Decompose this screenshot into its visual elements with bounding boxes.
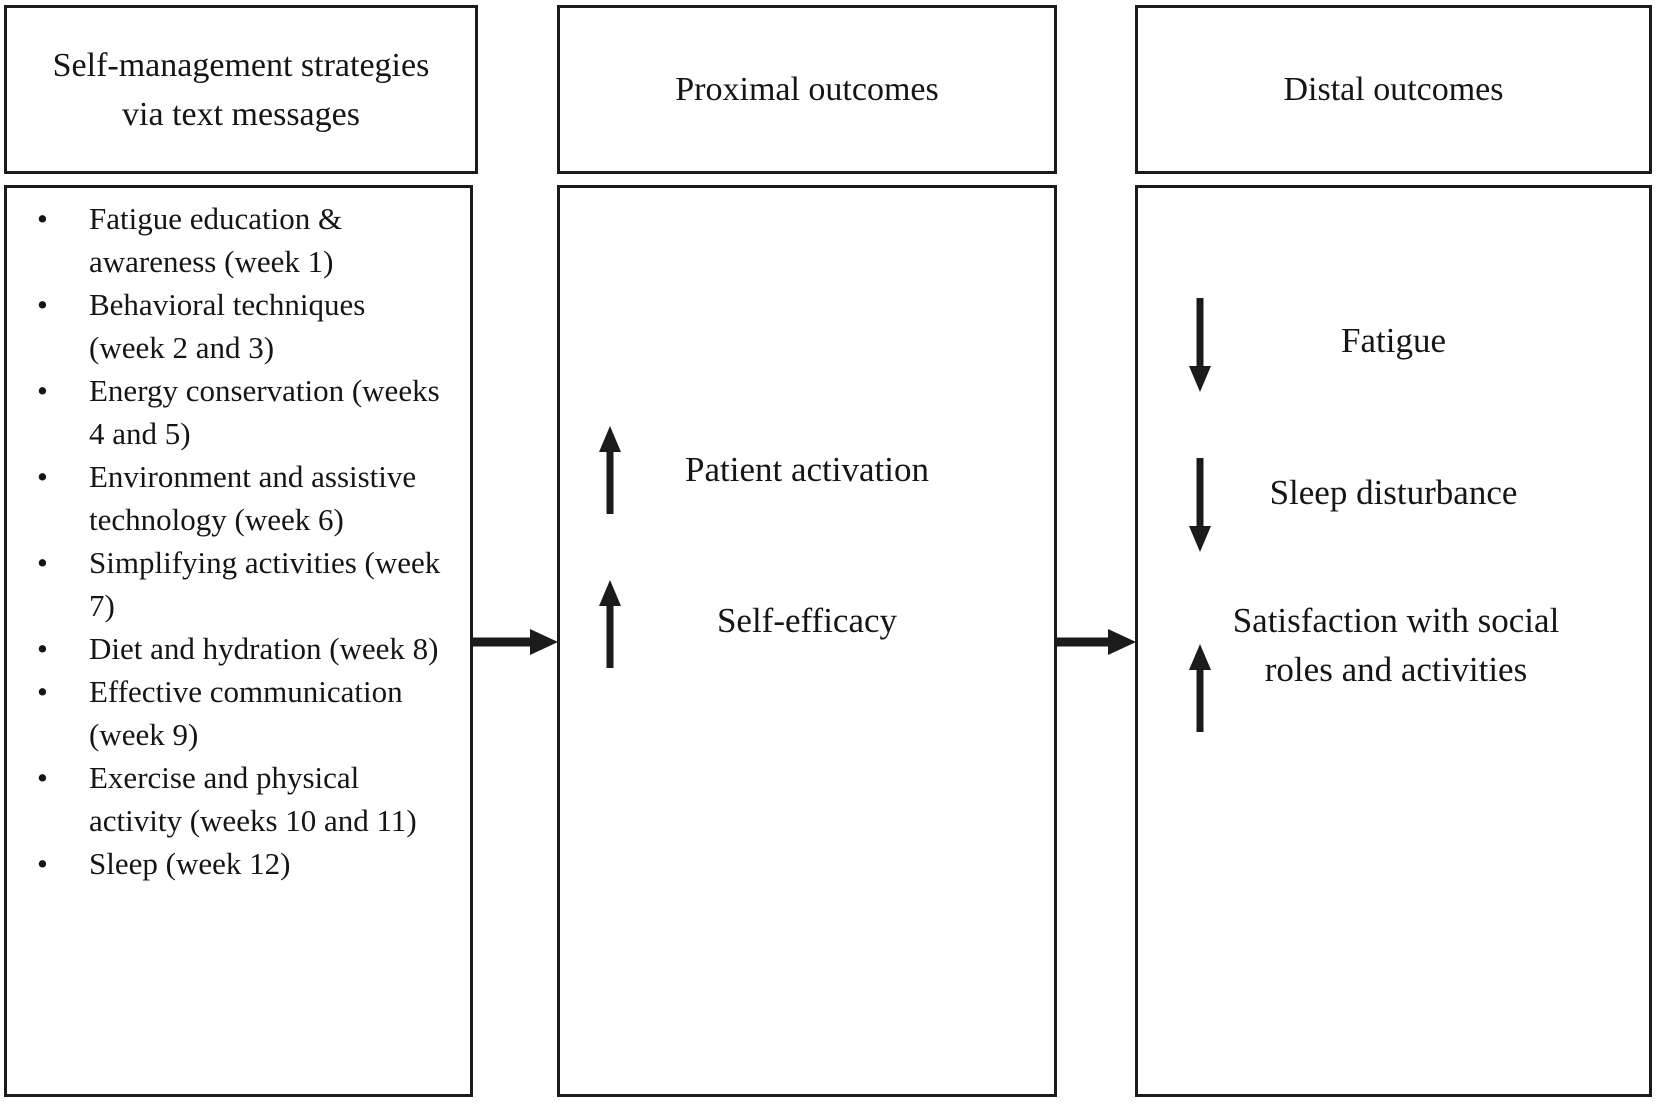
bullet-icon: • bbox=[37, 459, 48, 494]
list-item-text: Behavioral techniques (week 2 and 3) bbox=[89, 287, 366, 365]
flow-arrow-icon bbox=[1055, 626, 1136, 658]
list-item bbox=[37, 756, 446, 842]
distal-header-title: Distal outcomes bbox=[1283, 71, 1504, 108]
list-item-text: Sleep (week 12) bbox=[89, 846, 291, 881]
list-item bbox=[37, 455, 446, 541]
proximal-header-title: Proximal outcomes bbox=[675, 71, 939, 108]
bullet-icon: • bbox=[37, 631, 48, 666]
bullet-icon: • bbox=[37, 674, 48, 709]
list-item bbox=[37, 541, 446, 627]
list-item-text: Diet and hydration (week 8) bbox=[89, 631, 439, 666]
outcome-label-patient-activation: Patient activation bbox=[685, 450, 929, 489]
strategies-list bbox=[7, 188, 470, 885]
bullet-icon: • bbox=[37, 287, 48, 322]
outcome-label-sleep-disturbance: Sleep disturbance bbox=[1269, 473, 1518, 512]
flow-arrow-icon bbox=[472, 626, 558, 658]
outcome-label-self-efficacy: Self-efficacy bbox=[716, 601, 898, 640]
strategies-list-box bbox=[4, 185, 473, 1097]
distal-header-box bbox=[1135, 5, 1652, 174]
distal-outcomes-box bbox=[1135, 185, 1652, 1097]
proximal-outcomes-box bbox=[557, 185, 1057, 1097]
up-arrow-icon bbox=[1188, 644, 1212, 734]
list-item bbox=[37, 369, 446, 455]
list-item-text: Effective communication (week 9) bbox=[89, 674, 403, 752]
list-item bbox=[37, 627, 446, 670]
list-item-text: Fatigue education & awareness (week 1) bbox=[89, 201, 343, 279]
outcome-label-satisfaction: Satisfaction with social roles and activities bbox=[1232, 601, 1560, 689]
list-item bbox=[37, 670, 446, 756]
list-item bbox=[37, 197, 446, 283]
list-item-text: Exercise and physical activity (weeks 10 and 11) bbox=[89, 760, 417, 838]
bullet-icon: • bbox=[37, 846, 48, 881]
strategies-header-title: Self-management strategies via text messages bbox=[52, 46, 430, 133]
list-item-text: Simplifying activities (week 7) bbox=[89, 545, 441, 623]
bullet-icon: • bbox=[37, 201, 48, 236]
outcome-label-fatigue: Fatigue bbox=[1341, 321, 1446, 360]
proximal-header-box bbox=[557, 5, 1057, 174]
bullet-icon: • bbox=[37, 760, 48, 795]
list-item bbox=[37, 842, 446, 885]
list-item bbox=[37, 283, 446, 369]
list-item-text: Energy conservation (weeks 4 and 5) bbox=[89, 373, 440, 451]
bullet-icon: • bbox=[37, 373, 48, 408]
list-item-text: Environment and assistive technology (week 6) bbox=[89, 459, 417, 537]
bullet-icon: • bbox=[37, 545, 48, 580]
strategies-header-box bbox=[4, 5, 478, 174]
